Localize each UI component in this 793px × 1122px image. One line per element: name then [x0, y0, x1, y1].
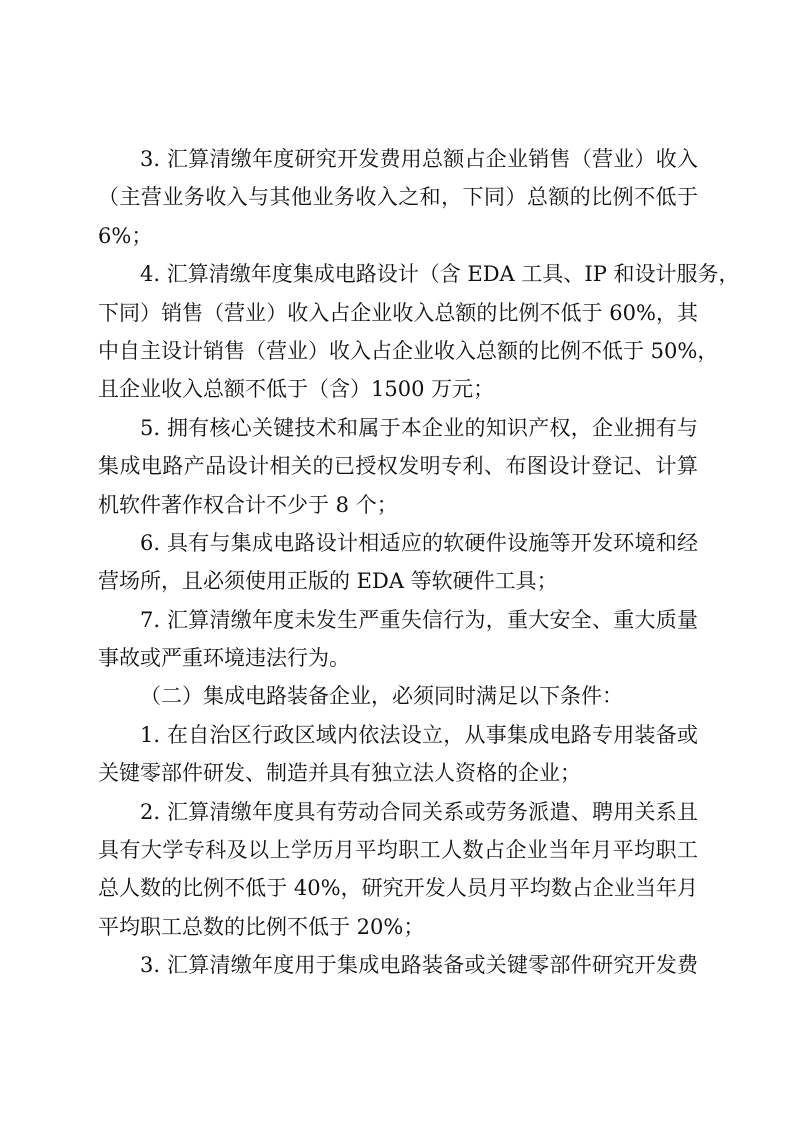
text-line: 营场所，且必须使用正版的 EDA 等软硬件工具； [98, 569, 558, 594]
text-line: 关键零部件研发、制造并具有独立法人资格的企业； [98, 761, 581, 786]
text-line: 总人数的比例不低于 40%，研究开发人员月平均数占企业当年月 [98, 876, 698, 901]
paragraph-item-4-design-revenue [98, 255, 740, 409]
text-line: 事故或严重环境违法行为。 [98, 646, 350, 671]
paragraph-item-5-ip-rights [98, 409, 698, 524]
text-line: 集成电路产品设计相关的已授权发明专利、布图设计登记、计算 [98, 454, 698, 479]
text-line: 下同）销售（营业）收入占企业收入总额的比例不低于 60%，其 [98, 300, 698, 325]
text-line: 4. 汇算清缴年度集成电路设计（含 EDA 工具、IP 和设计服务， [140, 262, 740, 287]
text-line: 1. 在自治区行政区域内依法设立，从事集成电路专用装备或 [140, 722, 698, 747]
text-line: 且企业收入总额不低于（含）1500 万元； [98, 377, 495, 402]
paragraph-item-3-rd-ratio [98, 140, 698, 255]
text-line: 5. 拥有核心关键技术和属于本企业的知识产权，企业拥有与 [140, 415, 698, 440]
paragraph-item-1-establishment [98, 716, 698, 793]
text-line: （主营业务收入与其他业务收入之和，下同）总额的比例不低于 [98, 185, 698, 210]
text-line: 中自主设计销售（营业）收入占企业收入总额的比例不低于 50%， [98, 338, 719, 363]
paragraph-item-6-environment [98, 524, 698, 601]
text-line: 6%； [98, 223, 153, 248]
paragraph-item-2-staffing [98, 793, 698, 947]
paragraph-item-7-compliance [98, 601, 698, 678]
document-body [98, 140, 740, 985]
text-line: 6. 具有与集成电路设计相适应的软硬件设施等开发环境和经 [140, 530, 698, 555]
text-line: 3. 汇算清缴年度用于集成电路装备或关键零部件研究开发费 [140, 953, 698, 978]
text-line: 平均职工总数的比例不低于 20%； [98, 914, 425, 939]
text-line: （二）集成电路装备企业，必须同时满足以下条件： [140, 684, 623, 709]
text-line: 7. 汇算清缴年度未发生严重失信行为，重大安全、重大质量 [140, 607, 698, 632]
paragraph-item-3-equipment-rd [98, 946, 698, 984]
text-line: 2. 汇算清缴年度具有劳动合同关系或劳务派遣、聘用关系且 [140, 799, 698, 824]
section-heading-equipment [98, 677, 698, 715]
text-line: 具有大学专科及以上学历月平均职工人数占企业当年月平均职工 [98, 838, 698, 863]
text-line: 3. 汇算清缴年度研究开发费用总额占企业销售（营业）收入 [140, 147, 698, 171]
text-line: 机软件著作权合计不少于 8 个； [98, 492, 398, 517]
